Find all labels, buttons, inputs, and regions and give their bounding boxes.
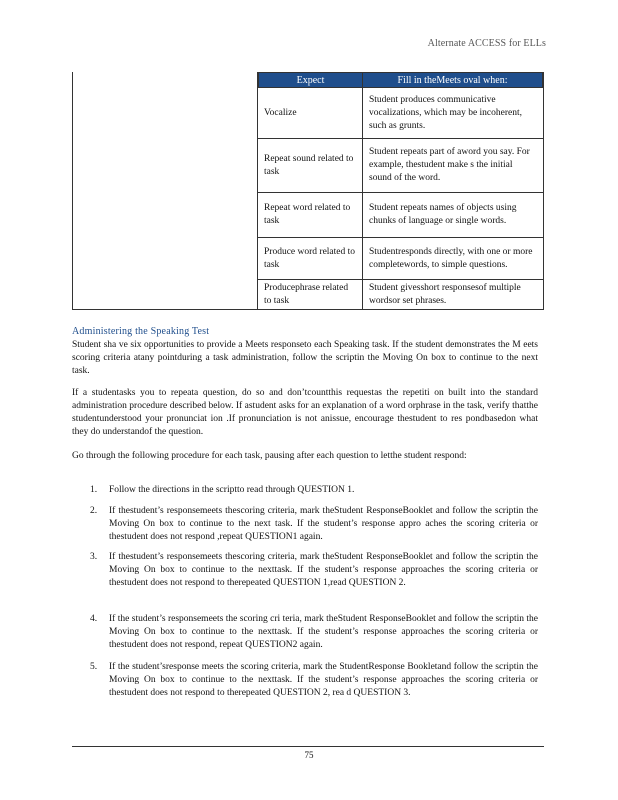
running-header: Alternate ACCESS for ELLs xyxy=(427,38,546,49)
page-number: 75 xyxy=(304,750,314,760)
step-text: If thestudent’s responsemeets thescoring criteria, mark theStudent ResponseBooklet and follow the scriptin the Moving On box to continue to the nexttask. If the student’s response approaches the scoring criteria or thestudent does not respond to therepeated QUESTION 1,read QUESTION 2. xyxy=(109,552,538,588)
step-number: 4. xyxy=(90,614,98,624)
cell-fill: Studentresponds directly, with one or more completewords, to simple questions. xyxy=(369,246,533,270)
table-row xyxy=(258,88,543,139)
cell-expect: Vocalize xyxy=(258,88,363,138)
header-fill: Fill in theMeets oval when: xyxy=(362,72,543,88)
step-text: If thestudent’s responsemeets thescoring criteria, mark theStudent ResponseBooklet and follow the scriptin the Moving On box to continue to the next task. If the student’s response appro aches the scoring criteria or thestudent does not respond ,repeat QUESTION1 again. xyxy=(109,506,538,542)
table-left-column xyxy=(73,72,258,309)
step-number: 2. xyxy=(90,506,98,516)
paragraph-repeat-requests: If a studentasks you to repeata question, do so and don’tcountthis requestas the repetiti on built into the standard administration procedure described below. If astudent asks for an explanation of a word orphrase in the task, verify thatthe studentunderstood your pronunciat ion .If pronunciation is not anissue, encourage thestudent to res pondbasedon what they do understandof the question. xyxy=(72,388,538,437)
step-text: Follow the directions in the scriptto read through QUESTION 1. xyxy=(109,485,355,495)
table-row xyxy=(258,238,543,280)
step-number: 1. xyxy=(90,485,98,495)
cell-fill: Student givesshort responsesof multiple wordsor set phrases. xyxy=(369,283,521,306)
cell-fill: Student produces communicative vocalizations, which may be incoherent, such as grunts. xyxy=(369,94,523,131)
table-row xyxy=(258,193,543,238)
paragraph-opportunities: Student sha ve six opportunities to provide a Meets responseto each Speaking task. If the student demonstrates the M eets scoring criteria atany pointduring a task administration, follow the scriptin the Moving On box to continue to the next task. xyxy=(72,340,538,376)
header-expect: Expect xyxy=(258,72,363,88)
scoring-table xyxy=(72,72,544,310)
cell-expect: Repeat word related to task xyxy=(258,193,363,237)
table-row xyxy=(258,280,543,310)
cell-expect: Producephrase related to task xyxy=(258,280,363,310)
step-text: If the student’s responsemeets the scoring cri teria, mark theStudent ResponseBooklet and follow the scriptin the Moving On box to continue to the nexttask. If the student’s response approaches the scoring criteria or thestudent does not respond, repeat QUESTION2 again. xyxy=(109,614,538,650)
footer-divider xyxy=(72,746,544,747)
cell-fill: Student repeats names of objects using chunks of language or single words. xyxy=(369,203,517,226)
table-row xyxy=(258,139,543,193)
section-title: Administering the Speaking Test xyxy=(72,326,210,337)
cell-expect: Repeat sound related to task xyxy=(258,139,363,192)
step-text: If the student’sresponse meets the scoring criteria, mark the StudentResponse Bookletand follow the scriptin the Moving On box to continue to the nexttask. If the student’s response approaches the scoring criteria or thestudent does not respond to therepeated QUESTION 2, rea d QUESTION 3. xyxy=(109,662,538,698)
step-number: 3. xyxy=(90,552,98,562)
paragraph-procedure-intro: Go through the following procedure for each task, pausing after each question to letthe student respond: xyxy=(72,451,467,461)
step-number: 5. xyxy=(90,662,98,672)
cell-fill: Student repeats part of aword you say. For example, thestudent make s the initial sound of the word. xyxy=(369,147,530,183)
table-header-row xyxy=(258,72,543,88)
cell-expect: Produce word related to task xyxy=(258,238,363,279)
